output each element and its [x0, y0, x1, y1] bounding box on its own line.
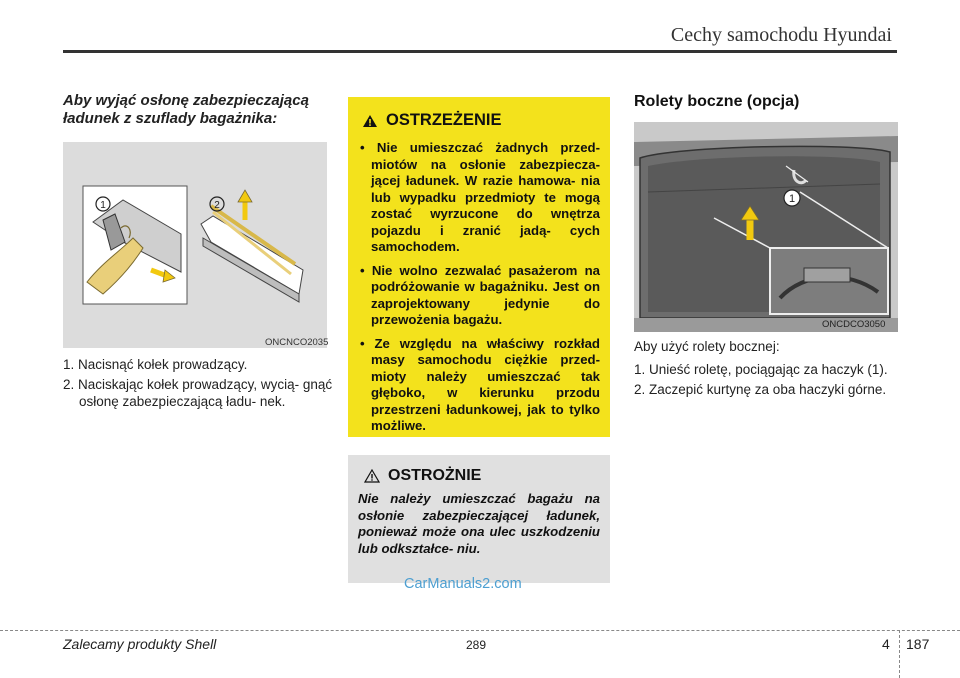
- warning-item-2: • Nie wolno zezwalać pasażerom na podróżowanie w bagażniku. Jest on zaprojektowany jedynie do przewożenia bagażu.: [360, 262, 600, 327]
- cargo-cover-illustration: [63, 142, 327, 348]
- chapter-title: Cechy samochodu Hyundai: [670, 24, 892, 46]
- figure-caption-right: ONCDCO3050: [822, 319, 886, 330]
- footer-chapter-page: 187: [906, 636, 930, 652]
- caution-box: [348, 455, 610, 583]
- footer-page-number: 289: [466, 638, 487, 652]
- footer-divider: [899, 630, 900, 678]
- caution-title: OSTROŻNIE: [388, 467, 482, 484]
- steps-right: [634, 338, 898, 401]
- warning-box: [348, 97, 610, 437]
- cargo-cover-figure: [63, 142, 327, 348]
- side-blind-figure: [634, 122, 898, 332]
- right-intro: Aby użyć rolety bocznej:: [634, 339, 780, 354]
- caution-triangle-icon: [364, 469, 380, 483]
- step-2: 2. Naciskając kołek prowadzący, wycią- gnąć osłonę zabezpieczającą ładu- nek.: [63, 377, 333, 409]
- steps-left: [63, 356, 333, 413]
- figure-caption-left: ONCNCO2035: [265, 337, 329, 348]
- footer-left-text: Zalecamy produkty Shell: [63, 636, 217, 652]
- callout-2: 2: [214, 200, 220, 211]
- warning-triangle-icon: [362, 114, 378, 128]
- watermark-link[interactable]: CarManuals2.com: [404, 576, 522, 592]
- right-step-2: 2. Zaczepić kurtynę za oba haczyki górne.: [634, 382, 887, 397]
- caution-heading: [364, 467, 600, 485]
- side-blind-illustration: [634, 122, 898, 332]
- section-heading-cargo-cover: Aby wyjąć osłonę zabezpieczającą ładunek z szuflady bagażnika:: [63, 92, 309, 127]
- section-heading-side-blinds: Rolety boczne (opcja): [634, 93, 800, 110]
- footer-rule: [0, 630, 960, 631]
- step-1: 1. Nacisnąć kołek prowadzący.: [63, 357, 248, 372]
- caution-text: Nie należy umieszczać bagażu na osłonie zabezpieczającej ładunek, ponieważ może ona ulec uszkodzeniu lub odkształce- niu.: [358, 491, 600, 556]
- callout-1: 1: [100, 200, 106, 211]
- callout-right-1: 1: [788, 193, 796, 205]
- warning-item-1: • Nie umieszczać żadnych przed- miotów na osłonie zabezpiecza- jącej ładunek. W razie hamowa- nia lub wypadku przedmioty te mogą zostać wyrzucone do wnętrza pojazdu i zranić jadą- cych samochodem.: [360, 140, 600, 254]
- warning-title: OSTRZEŻENIE: [386, 111, 502, 129]
- warning-heading: [362, 111, 600, 130]
- right-step-1: 1. Unieść roletę, pociągając za haczyk (1).: [634, 362, 888, 377]
- footer-chapter-number: 4: [882, 636, 890, 652]
- header-rule: [63, 50, 897, 53]
- warning-item-3: • Ze względu na właściwy rozkład masy samochodu ciężkie przed- mioty należy umieszczać tak głęboko, w kierunku przodu przestrzeni ładunkowej, jak to tylko możliwe.: [360, 335, 600, 433]
